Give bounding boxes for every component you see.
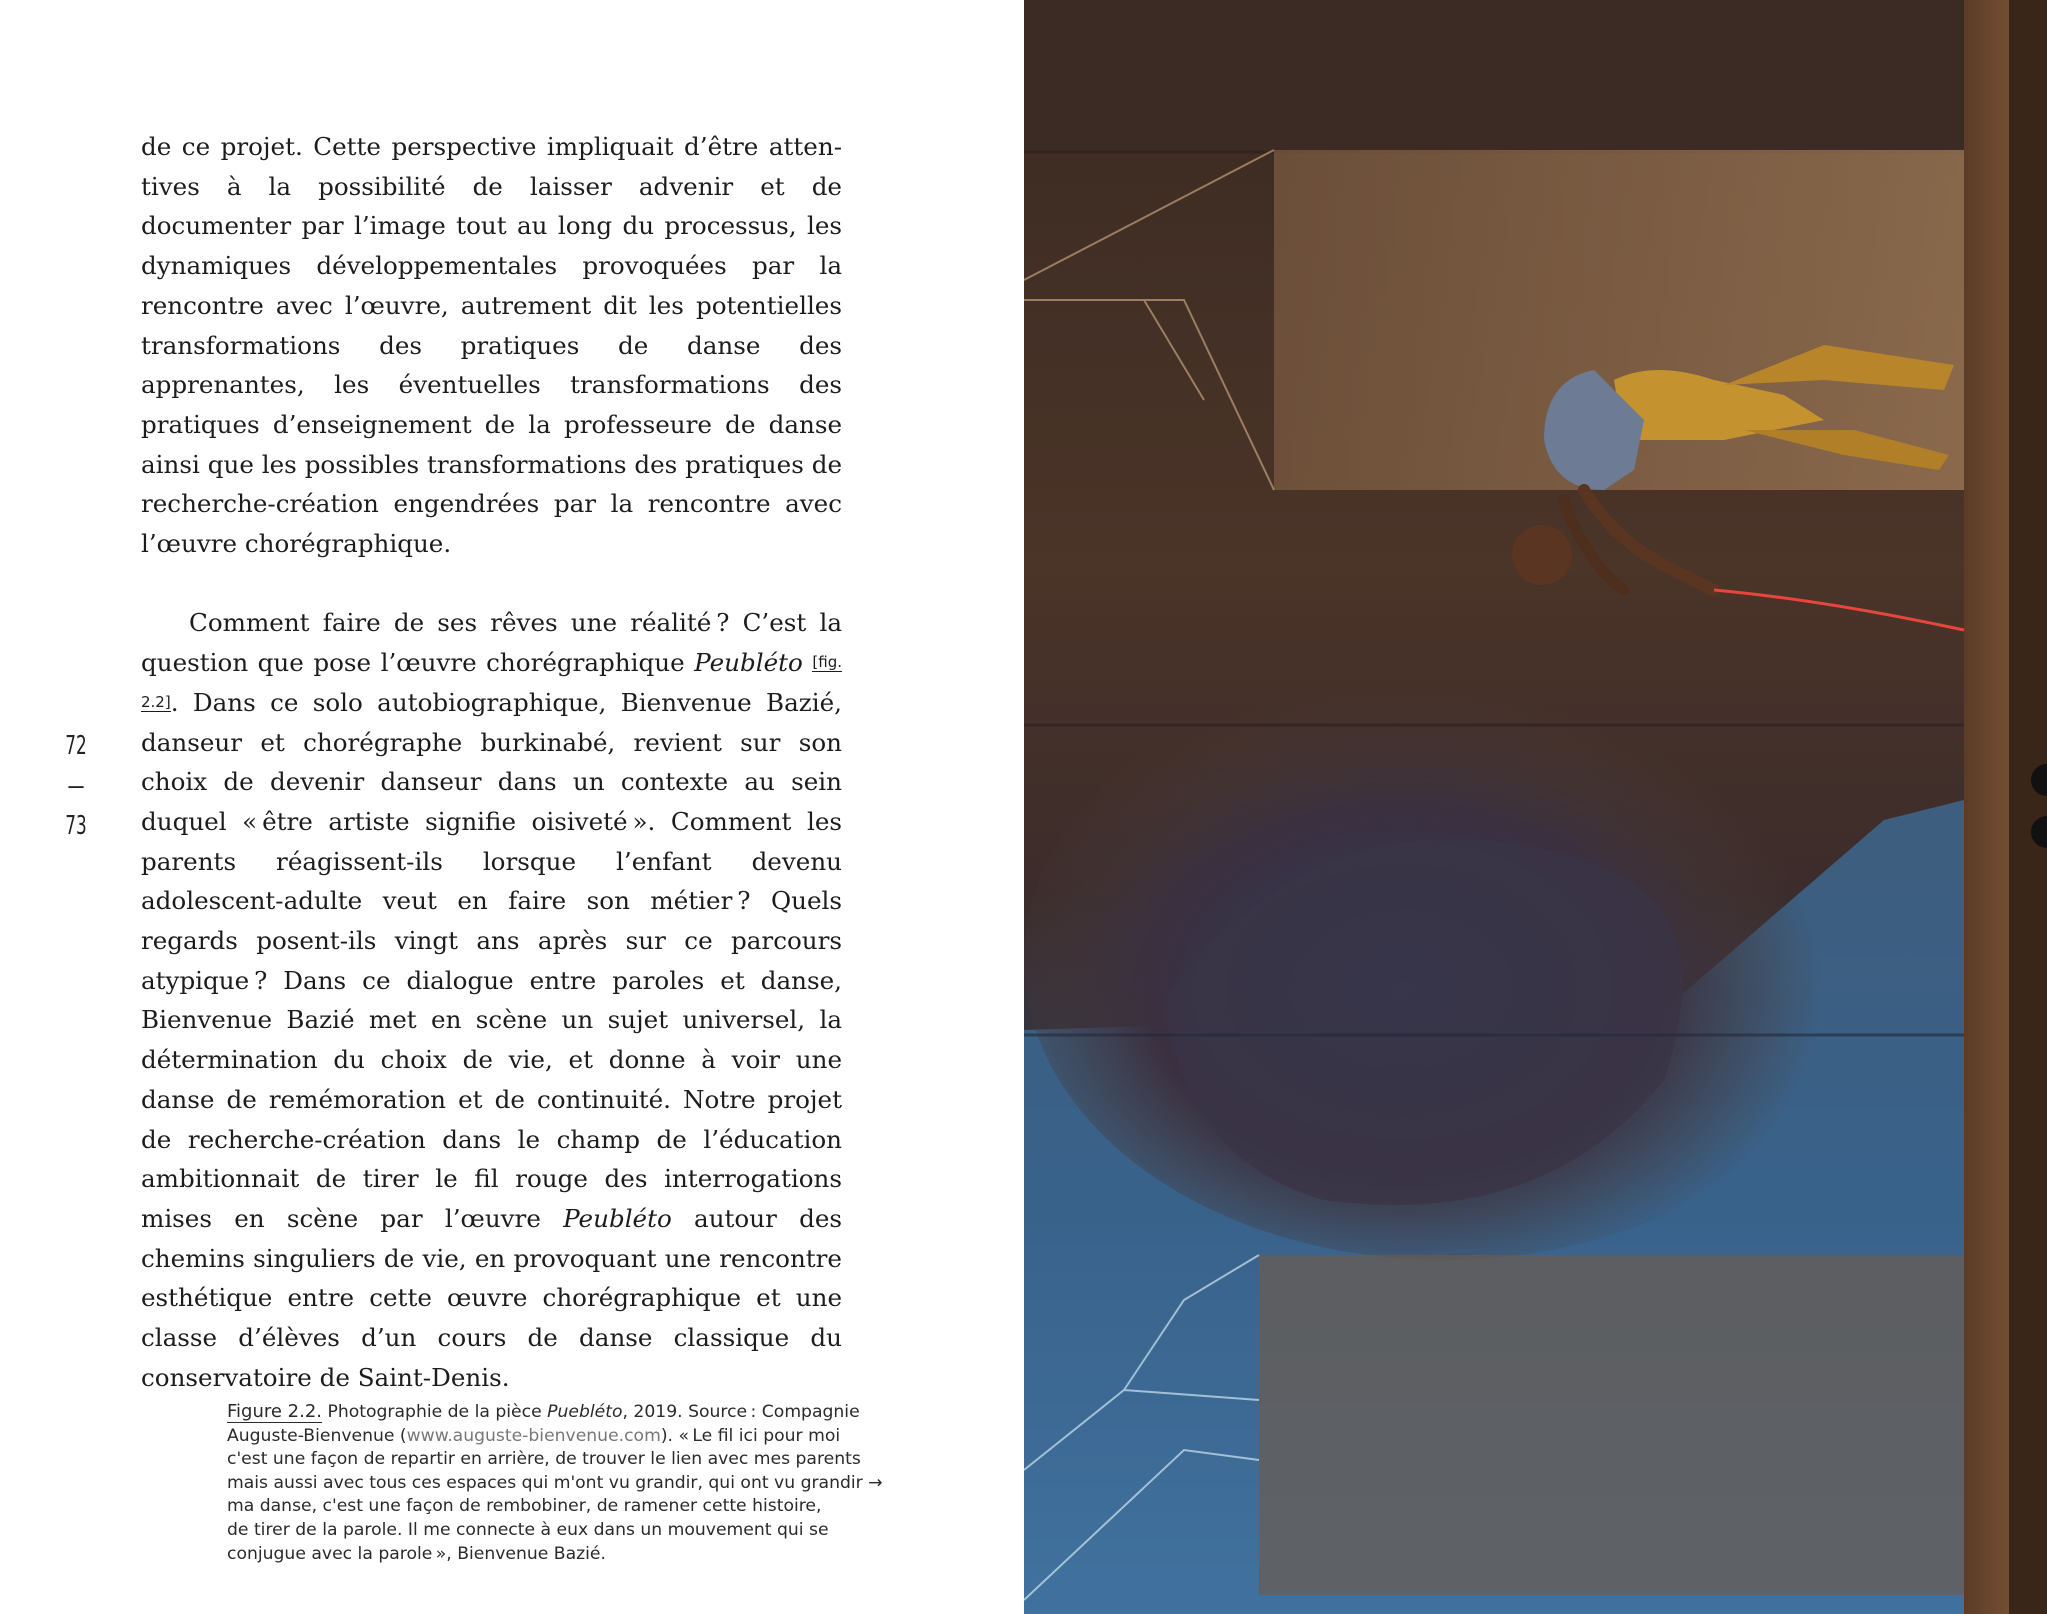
work-title: Peubléto — [563, 1203, 672, 1233]
caption-label: Figure 2.2. — [227, 1401, 323, 1422]
dancer-head — [1512, 525, 1572, 585]
body-text-column — [141, 127, 842, 1397]
backdrop-top — [1024, 0, 2047, 150]
folio-separator: — — [67, 771, 85, 801]
caption-line: c'est une façon de repartir en arrière, de trouver le lien avec mes parents — [227, 1449, 861, 1470]
figure-reference-link[interactable]: [fig. 2.2] — [141, 653, 842, 711]
paragraph-2: Comment faire de ses rêves une réalité ? C’est la question que pose l’œuvre chorégraphique Peubléto [fig. 2.2]. Dans ce solo autobiographique, Bienvenue Bazié, danseur et chorégraphe burkinabé, revient sur son choix de devenir danseur dans un contexte au sein duquel « être artiste signifie oisiveté ». Comment les parents réagissent-ils lorsque l’enfant devenu adolescent-adulte veut en faire son métier ? Quels regards posent-ils vingt ans après sur ce parcours atypique ? Dans ce dialogue entre paroles et danse, Bienvenue Bazié met en scène un sujet universel, la détermination du choix de vie, et donne à voir une danse de remémoration et de continuité. Notre projet de recherche-création dans le champ de l’éducation ambitionnait de tirer le fil rouge des interrogations mises en scène par l’œuvre Peubléto autour des chemins singuliers de vie, en provoquant une rencontre esthétique entre cette œuvre chorégraphique et une classe d’élèves d’un cours de danse classique du conservatoire de Saint-Denis. — [141, 608, 842, 1392]
page-folio — [60, 726, 92, 846]
caption-line: mais aussi avec tous ces espaces qui m'ont vu grandir, qui ont vu grandir → — [227, 1472, 883, 1493]
caption-line: ma danse, c'est une façon de rembobiner, de ramener cette histoire, — [227, 1496, 822, 1517]
caption-line: conjugue avec la parole », Bienvenue Bazié. — [227, 1543, 606, 1564]
page-number-left: 72 — [65, 731, 87, 761]
stage-edge — [2009, 0, 2047, 1614]
photo-illustration — [1024, 0, 2047, 1614]
page-number-right: 73 — [65, 811, 87, 841]
stage-photograph — [1024, 0, 2047, 1614]
caption-work-title: Puebléto — [547, 1402, 623, 1422]
figure-caption: Figure 2.2. Photographie de la pièce Puebléto, 2019. Source : Compagnie Auguste-Bienvenue (www.auguste-bienvenue.com). « Le fil ici pour moi c'est une façon de repartir en arrière, de trouver le lien avec mes parents mais aussi avec tous ces espaces qui m'ont vu grandir, qui ont vu grandir → ma danse, c'est une façon de rembobiner, de ramener cette histoire, de tirer de la parole. Il me connecte à eux dans un mouvement qui se conjugue avec la parole », Bienvenue Bazié. — [227, 1400, 967, 1566]
paragraph-1: de ce projet. Cette perspective impliquait d’être attentives à la possibilité de laisser advenir et de documenter par l’image tout au long du processus, les dynamiques développementales provoquées par la rencontre avec l’œuvre, autrement dit les potentielles transformations des pratiques de danse des apprenantes, les éventuelles transformations des pratiques d’enseignement de la professeure de danse ainsi que les possibles transformations des pratiques de recherche-création engendrées par la rencontre avec l’œuvre chorégraphique. — [141, 132, 842, 559]
source-url-link[interactable]: www.auguste-bienvenue.com — [406, 1425, 661, 1446]
work-title: Peubléto — [694, 648, 803, 678]
caption-line: de tirer de la parole. Il me connecte à eux dans un mouvement qui se — [227, 1519, 829, 1540]
fabric-screen-bottom — [1259, 1255, 1964, 1595]
